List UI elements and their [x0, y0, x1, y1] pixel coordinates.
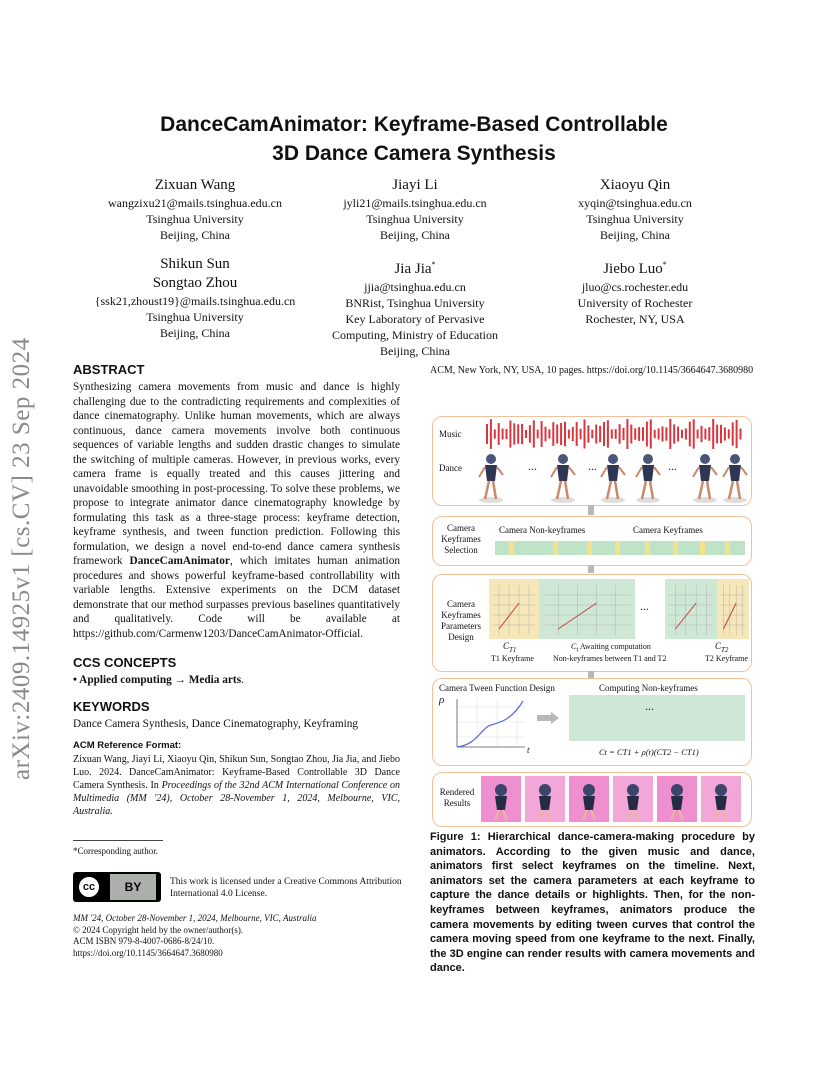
cc-by-logo	[73, 872, 161, 902]
tween-label: Camera Tween Function Design	[439, 683, 555, 693]
dance-ellipsis-2: ...	[588, 459, 597, 473]
author-affiliation: University of Rochester	[577, 296, 693, 310]
author-email: wangzixu21@mails.tsinghua.edu.cn	[107, 196, 283, 210]
footer-doi: https://doi.org/10.1145/3664647.3680980	[73, 947, 223, 958]
rendered-frame	[657, 776, 697, 822]
camera-grids	[489, 579, 749, 639]
computed-ellipsis: ...	[645, 699, 654, 713]
rendered-frame	[525, 776, 565, 822]
license-text: This work is licensed under a Creative Commons Attribution International 4.0 License.	[170, 877, 402, 899]
author-affiliation: Tsinghua University	[366, 212, 464, 226]
title-line-2: 3D Dance Camera Synthesis	[272, 142, 556, 165]
paper-title	[0, 110, 828, 168]
footnote-rule	[73, 840, 163, 841]
rendered-frame	[569, 776, 609, 822]
rendered-frame	[701, 776, 741, 822]
corresponding-mark: *	[662, 260, 667, 269]
t2-keyframe-label: T2 Keyframe	[705, 654, 748, 663]
reference-italic: Proceedings of the 32nd ACM International Conference on Multimedia (MM '24), October 28-November 1, 2024, Melbourne, VIC, Australia.	[73, 780, 400, 817]
author-email: xyqin@tsinghua.edu.cn	[578, 196, 692, 210]
camera-grid	[493, 585, 535, 635]
left-column	[73, 362, 400, 818]
ccs-item-text: • Applied computing → Media arts	[73, 674, 242, 686]
author-affiliation: BNRist, Tsinghua University	[345, 296, 485, 310]
music-waveform	[483, 419, 745, 449]
author-block-4	[80, 255, 310, 341]
dance-ellipsis-1: ...	[528, 459, 537, 473]
param-label: Camera Keyframes Parameters Design	[441, 599, 481, 642]
music-label: Music	[439, 429, 462, 439]
computed-views	[569, 695, 745, 741]
non-between-label: Non-keyframes between T1 and T2	[553, 654, 667, 663]
author-location: Beijing, China	[160, 326, 230, 340]
author-location: Beijing, China	[600, 228, 670, 242]
ct-c: C	[571, 642, 577, 651]
arrow-2	[588, 565, 594, 573]
footer-venue: MM '24, October 28-November 1, 2024, Melbourne, VIC, Australia	[73, 913, 317, 923]
keyframe-mark	[725, 541, 730, 555]
rendered-frames	[481, 776, 747, 824]
author-name: Jia Jia	[394, 261, 432, 277]
awaiting-text: Awaiting computation	[579, 642, 651, 651]
keywords-heading: KEYWORDS	[73, 698, 150, 714]
ccs-tail: .	[241, 674, 244, 686]
dance-ellipsis-3: ...	[668, 459, 677, 473]
views-ellipsis: ...	[640, 599, 649, 613]
rho-label: ρ	[439, 694, 445, 706]
t1-keyframe-label: T1 Keyframe	[491, 654, 534, 663]
author-email: jjia@tsinghua.edu.cn	[364, 280, 466, 294]
ct2-sub: T2	[721, 645, 729, 654]
computing-label: Computing Non-keyframes	[599, 683, 698, 693]
author-name: Jiayi Li	[392, 177, 438, 193]
abstract-text-a: Synthesizing camera movements from music and dance is highly challenging due to the contradicting requirements and complexities of dance cinematography. Unlike human movements, which are always continuous, dance camera movements involve both continuous sequences of variable lengths and sudden drastic changes to simulate the switching of multiple cameras. However, in previous works, every camera frame is equally treated and this causes jittering and unavoidable smoothing in post-processing. To solve these problems, we propose to integrate animator dance cinematography knowledge by formulating this task as a three-stage process: keyframe detection, keyframe synthesis, and tween function prediction. Following this formulation, we design a novel end-to-end dance camera synthesis framework	[73, 381, 400, 567]
camera-grid	[543, 585, 631, 635]
dancer-figure	[636, 454, 660, 503]
rendered-label: Rendered Results	[439, 787, 475, 808]
selection-panel	[432, 516, 752, 566]
param-panel	[432, 574, 752, 672]
author-block-5	[300, 255, 530, 359]
tween-formula: Ct = CT1 + ρ(t)(CT2 − CT1)	[599, 747, 699, 757]
dance-figures	[473, 447, 748, 505]
title-line-1: DanceCamAnimator: Keyframe-Based Controllable	[160, 113, 668, 136]
author-email: jluo@cs.rochester.edu	[581, 280, 689, 294]
music-dance-panel	[432, 416, 752, 506]
author-location: Rochester, NY, USA	[585, 312, 685, 326]
dancer-figure	[723, 454, 747, 503]
author-block-6	[520, 255, 750, 327]
figure-caption: Figure 1: Hierarchical dance-camera-making procedure by animators. According to the given music and dance, animators first select keyframes on the timeline. Next, animators set the camera parameters at each keyframe to capture the dance details or highlights. Then, for the non-keyframes between keyframes, animators produce the camera movements by editing tween curves that control the camera moving speed from one keyframe to the next. Finally, the 3D engine can render results with camera movements and dance.	[430, 831, 755, 975]
ct-sub: t	[576, 645, 579, 654]
author-block-2	[300, 176, 530, 243]
author-email: jyli21@mails.tsinghua.edu.cn	[343, 196, 487, 210]
footer-copyright: © 2024 Copyright held by the owner/author(s).	[73, 924, 244, 935]
dancer-figure	[551, 454, 575, 503]
cc-icon: cc	[77, 875, 101, 899]
author-block-1	[80, 176, 310, 243]
keyframe-mark	[700, 541, 705, 555]
abstract-bold-name: DanceCamAnimator	[129, 555, 230, 567]
reference-text-a: Zixuan Wang, Jiayi Li, Xiaoyu Qin, Shikun Sun, Songtao Zhou, Jia Jia, and Jiebo Luo. 2024. DanceCamAnimator: Keyframe-Based Controllable 3D Dance Camera Synthesis. In	[73, 754, 400, 791]
arrow-right	[537, 715, 551, 721]
keyframe-mark	[645, 541, 650, 555]
ct2-c: C	[715, 641, 722, 651]
author-affiliation-2: Key Laboratory of Pervasive	[345, 312, 485, 326]
dancer-figure	[479, 454, 503, 503]
abstract-text	[73, 380, 400, 641]
footer-block	[73, 913, 403, 959]
dancer-figure	[693, 454, 717, 503]
author-affiliation: Tsinghua University	[146, 212, 244, 226]
keyframe-mark	[553, 541, 558, 555]
author-affiliation: Tsinghua University	[146, 310, 244, 324]
abstract-heading: ABSTRACT	[73, 362, 145, 377]
author-email: {ssk21,zhoust19}@mails.tsinghua.edu.cn	[94, 294, 296, 308]
keywords-text: Dance Camera Synthesis, Dance Cinematography, Keyframing	[73, 717, 359, 730]
by-icon: BY	[110, 874, 156, 900]
author-name: Xiaoyu Qin	[599, 177, 671, 193]
figure-1	[428, 410, 755, 825]
author-location: Beijing, China	[380, 344, 450, 358]
author-name: Zixuan Wang	[154, 177, 236, 193]
ccs-item	[73, 673, 400, 688]
tween-panel	[432, 678, 752, 766]
arxiv-stamp: arXiv:2409.14925v1 [cs.CV] 23 Sep 2024	[8, 337, 35, 780]
keyframe-mark	[509, 541, 514, 555]
reference-text	[73, 753, 400, 818]
camera-grid	[669, 585, 713, 635]
t-axis-label: t	[527, 745, 530, 755]
ct1-sub: T1	[509, 645, 517, 654]
reference-heading: ACM Reference Format:	[73, 740, 182, 751]
author-affiliation-3: Computing, Ministry of Education	[332, 328, 498, 342]
abstract-text-b: , which imitates human animation procedures and shows powerful keyframe-based controllability with variable lengths. Extensive experiments on the DCM dataset demonstrate that our method surpasses previous baselines quantitatively and qualitatively. Code will be available at https://github.com/Carmenw1203/DanceCamAnimator-Official.	[73, 555, 400, 640]
corresponding-mark: *	[431, 260, 436, 269]
author-name-2: Songtao Zhou	[152, 275, 238, 291]
author-block-3	[520, 176, 750, 243]
keyframe-mark	[673, 541, 678, 555]
dance-label: Dance	[439, 463, 462, 473]
selection-label: Camera Keyframes Selection	[441, 523, 481, 555]
non-keyframes-label: Camera Non-keyframes	[499, 525, 586, 535]
camera-grid	[721, 585, 745, 635]
reference-continuation: ACM, New York, NY, USA, 10 pages. https://doi.org/10.1145/3664647.3680980	[430, 365, 754, 376]
tween-curve-plot	[447, 697, 527, 751]
footer-isbn: ACM ISBN 979-8-4007-0686-8/24/10.	[73, 936, 215, 946]
ct1-c: C	[503, 641, 510, 651]
author-affiliation: Tsinghua University	[586, 212, 684, 226]
keyframe-mark	[615, 541, 620, 555]
keyframe-mark	[587, 541, 592, 555]
keyframes-label: Camera Keyframes	[633, 525, 703, 535]
arrow-1	[588, 505, 594, 515]
rendered-frame	[481, 776, 521, 822]
rendered-frame	[613, 776, 653, 822]
dancer-figure	[601, 454, 625, 503]
author-name: Jiebo Luo	[603, 261, 663, 277]
author-name: Shikun Sun	[160, 256, 230, 272]
keyframe-marks	[495, 541, 745, 555]
author-location: Beijing, China	[380, 228, 450, 242]
rendered-panel	[432, 772, 752, 827]
author-location: Beijing, China	[160, 228, 230, 242]
footnote: *Corresponding author.	[73, 846, 158, 856]
ccs-heading: CCS CONCEPTS	[73, 655, 177, 670]
